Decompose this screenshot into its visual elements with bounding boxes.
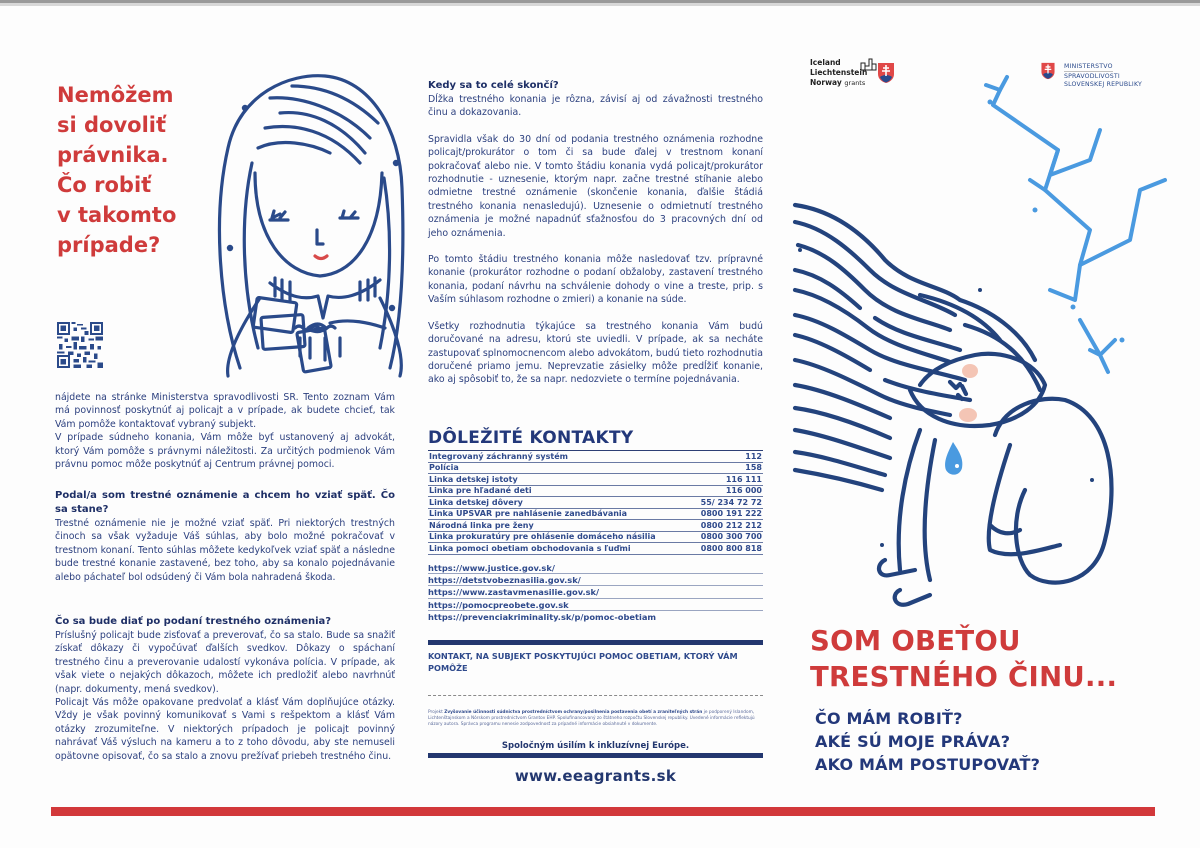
contact-number[interactable]: 112 bbox=[690, 451, 763, 463]
girl-with-documents-illustration bbox=[200, 68, 410, 378]
panel-right bbox=[790, 0, 1190, 848]
ministry-of-justice-logo bbox=[1064, 63, 1142, 89]
contact-number[interactable]: 0800 191 222 bbox=[690, 508, 763, 520]
heading-line: Nemôžem bbox=[57, 83, 174, 107]
project-fineprint bbox=[428, 710, 763, 729]
table-row bbox=[428, 485, 763, 497]
panel-left bbox=[40, 0, 400, 848]
heading-line: Čo robiť bbox=[57, 173, 152, 197]
cover-question: AKÉ SÚ MOJE PRÁVA? bbox=[815, 732, 1011, 751]
link-zastav-me-nasilie[interactable]: https://www.zastavmenasilie.gov.sk/ bbox=[428, 586, 763, 598]
contact-name: Linka detskej dôvery bbox=[428, 497, 690, 509]
section-text: Príslušný policajt bude zisťovať a preverovať, čo sa stalo. Bude sa snažiť získať dôkazy či vypočúvať ďalších svedkov. Dôkazy o spáchaní trestného činu a preverovanie udalostí vykonáva polícia. V prípade, ak však viete o nejakých dôkazoch, môžete ich predložiť alebo navrhnúť (napr. dokumenty, mená svedkov). bbox=[55, 630, 395, 695]
after-report-section bbox=[55, 615, 395, 763]
table-row bbox=[428, 531, 763, 543]
section-title: Čo sa bude diať po podaní trestného oznámenia? bbox=[55, 616, 332, 627]
heading-line: v takomto bbox=[57, 203, 177, 227]
crying-girl-illustration bbox=[790, 190, 1190, 610]
cover-questions bbox=[815, 707, 1040, 776]
link-justice[interactable]: https://www.justice.gov.sk/ bbox=[428, 562, 763, 574]
contact-name: Polícia bbox=[428, 462, 690, 474]
heading-line: právnika. bbox=[57, 143, 169, 167]
cover-title-line: SOM OBEŤOU bbox=[810, 625, 1021, 657]
eea-logo-norway: Norway bbox=[810, 78, 842, 87]
table-row bbox=[428, 508, 763, 520]
table-row bbox=[428, 462, 763, 474]
cover-question: ČO MÁM ROBIŤ? bbox=[815, 709, 963, 728]
contact-number[interactable]: 116 000 bbox=[690, 485, 763, 497]
fineprint-prefix: Projekt bbox=[428, 710, 443, 715]
intro-paragraph: V prípade súdneho konania, Vám môže byť ustanovený aj advokát, ktorý Vám pomôže s právnymi náležitosti. Za určitých podmienok Vám právnu pomoc môže poskytnúť aj Centrum právnej pomoci. bbox=[55, 432, 395, 471]
section-text: Po tomto štádiu trestného konania môže nasledovať tzv. prípravné konanie (prokurátor rozhodne o podaní obžaloby, zastavení trestného konania, podaní návrhu na schválenie dohody o vine a treste, prip. s Vaším súhlasom rozhodne o zmieri) a konanie na súde. bbox=[428, 254, 763, 306]
link-prevencia-kriminality[interactable]: https://prevenciakriminality.sk/p/pomoc-obetiam bbox=[428, 611, 657, 622]
slovak-coat-of-arms-icon bbox=[877, 62, 895, 84]
slogan: Spoločným úsilím k inkluzívnej Európe. bbox=[501, 741, 690, 751]
table-row bbox=[428, 474, 763, 486]
link-pomoc-pre-obete[interactable]: https://pomocpreobete.gov.sk bbox=[428, 599, 763, 611]
contact-name: Linka detskej istoty bbox=[428, 474, 690, 486]
contacts-table bbox=[428, 450, 763, 555]
heading-line: prípade? bbox=[57, 233, 161, 257]
contact-number[interactable]: 116 111 bbox=[690, 474, 763, 486]
ministry-line: MINISTERSTVO bbox=[1064, 63, 1113, 70]
eea-logo-liechtenstein: Liechtenstein bbox=[810, 68, 868, 77]
table-row bbox=[428, 520, 763, 532]
cover-question: AKO MÁM POSTUPOVAŤ? bbox=[815, 755, 1041, 774]
contact-name: Linka UPSVAR pre nahlásenie zanedbávania bbox=[428, 508, 690, 520]
cover-title bbox=[810, 623, 1117, 695]
lawyer-question-heading bbox=[57, 80, 207, 260]
intro-paragraph: nájdete na stránke Ministerstva spravodlivosti SR. Tento zoznam Vám má povinnosť poskytnúť aj policajt a v prípade, ak budete chcieť, tak Vám pomôže kontaktovať vybraný subjekt. bbox=[55, 392, 395, 430]
section-title: Kedy sa to celé skončí? bbox=[428, 80, 559, 91]
divider-bar bbox=[428, 640, 763, 645]
fineprint-text: je podporený Islandom, Lichtenštajnskom a Nórskom prostredníctvom Grantov EHP. Spolufinancovaný zo štátneho rozpočtu Slovenskej republiky. Uvedené informácie reflektujú názory autora. Správca programu nenesie zodpovednosť za prípadné informácie obsiahnuté v dokumente. bbox=[428, 710, 755, 728]
help-contact-title: KONTAKT, NA SUBJEKT POSKYTUJÚCI POMOC OBETIAM, KTORÝ VÁM POMÔŽE bbox=[428, 651, 738, 673]
contact-number[interactable]: 0800 212 212 bbox=[690, 520, 763, 532]
contact-name: Linka prokuratúry pre ohlásenie domáceho násilia bbox=[428, 531, 690, 543]
lawyer-info-text bbox=[55, 391, 395, 471]
ministry-line: SPRAVODLIVOSTI bbox=[1064, 73, 1120, 80]
ministry-line: SLOVENSKEJ REPUBLIKY bbox=[1064, 81, 1142, 88]
contact-name: Linka pomoci obetiam obchodovania s ľuďmi bbox=[428, 543, 690, 555]
fineprint-project-name: Zvyšovanie účinnosti súdnictva prostredníctvom ochrany/posilnenia postavenia obetí a zraniteľných strán bbox=[444, 710, 703, 715]
section-text: Dĺžka trestného konania je rôzna, závisí aj od závažnosti trestného činu a dokazovania. bbox=[428, 94, 763, 119]
important-contacts-title: DÔLEŽITÉ KONTAKTY bbox=[428, 428, 634, 448]
contact-write-line bbox=[428, 695, 763, 696]
table-row bbox=[428, 543, 763, 555]
table-row bbox=[428, 451, 763, 463]
eea-grants-logo bbox=[810, 58, 867, 88]
contact-number[interactable]: 0800 300 700 bbox=[690, 531, 763, 543]
divider-bar bbox=[428, 753, 763, 758]
contact-name: Linka pre hľadané deti bbox=[428, 485, 690, 497]
useful-links bbox=[428, 562, 763, 623]
section-title: Podal/a som trestné oznámenie a chcem ho vziať späť. Čo sa stane? bbox=[55, 490, 395, 515]
ministry-coat-of-arms-icon bbox=[1040, 62, 1056, 80]
eea-logo-grants: grants bbox=[844, 79, 866, 87]
table-row bbox=[428, 497, 763, 509]
contact-name: Integrovaný záchranný systém bbox=[428, 451, 690, 463]
section-text: Policajt Vás môže opakovane predvolať a klásť Vám doplňujúce otázky. Vždy je však povinný komunikovať s Vami s rešpektom a klásť Vám otázky zrozumiteľne. V niektorých prípadoch je policajt povinný nahrávať Váš výsluch na kameru a to z toho dôvodu, aby ste nemuseli opätovne opisovať, čo sa stalo a znovu prežívať priebeh trestného činu. bbox=[55, 697, 395, 762]
duration-section bbox=[428, 79, 763, 387]
heading-line: si dovoliť bbox=[57, 113, 167, 137]
contact-number[interactable]: 158 bbox=[690, 462, 763, 474]
contact-number[interactable]: 55/ 234 72 72 bbox=[690, 497, 763, 509]
bottom-red-band bbox=[51, 807, 1155, 816]
link-detstvo-bez-nasilia[interactable]: https://detstvobeznasilia.gov.sk/ bbox=[428, 574, 763, 586]
section-text: Spravidla však do 30 dní od podania trestného oznámenia rozhodne policajt/prokurátor o tom či sa bude ďalej v trestnom konaní pokračovať alebo nie. V tomto štádiu konania vydá policajt/prokurátor rozhodnutie - uznesenie, ktorým napr. začne trestné stíhanie alebo odmietne trestné oznámenie (skončenie konania, ďalšie štádiá trestného konania nenasledujú). Uznesenie o odmietnutí trestného oznámenia je možné napadnúť sťažnosťou do 3 pracovných dní od jeho oznámenia. bbox=[428, 133, 763, 239]
section-text: Všetky rozhodnutia týkajúce sa trestného konania Vám budú doručované na adresu, ktorú ste uviedli. V prípade, ak sa necháte zastupovať splnomocnencom alebo advokátom, budú tieto rozhodnutia doručené priamo jemu. Neprevzatie zásielky môže predĺžiť konanie, ako aj spôsobiť to, že sa napr. nedozviete o termíne pojednávania. bbox=[428, 320, 763, 386]
eea-logo-iceland: Iceland bbox=[810, 58, 841, 67]
withdraw-section bbox=[55, 489, 395, 584]
qr-code[interactable] bbox=[57, 322, 103, 368]
cover-title-line: TRESTNÉHO ČINU... bbox=[810, 661, 1118, 693]
contact-number[interactable]: 0800 800 818 bbox=[690, 543, 763, 555]
eeagrants-website-link[interactable]: www.eeagrants.sk bbox=[514, 767, 677, 785]
contact-name: Národná linka pre ženy bbox=[428, 520, 690, 532]
panel-middle bbox=[425, 0, 765, 848]
section-text: Trestné oznámenie nie je možné vziať späť. Pri niektorých trestných činoch sa však vyžaduje Váš súhlas, aby bolo možné pokračovať v trestnom konaní. Tento súhlas môžete kedykoľvek vziať späť a následne bude trestné konanie zastavené, bez toho, aby sa konalo pojednávanie alebo páchateľ bol odsúdený či Vám bola nahradená škoda. bbox=[55, 518, 395, 583]
